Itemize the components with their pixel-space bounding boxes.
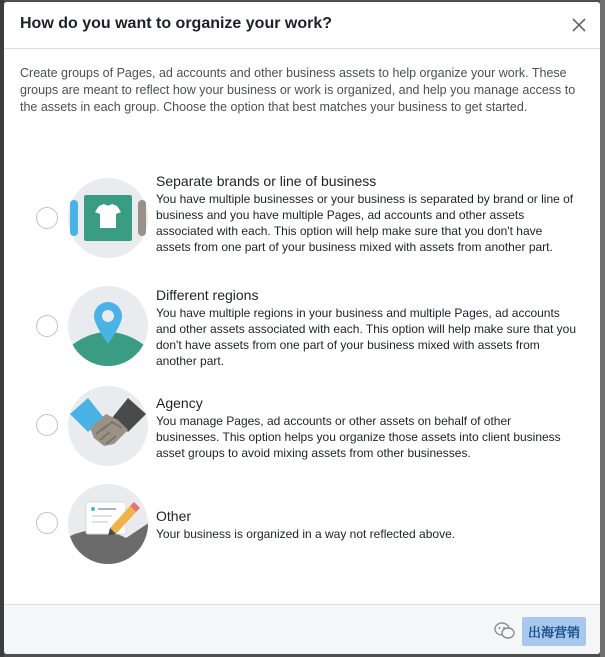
option-description: You have multiple businesses or your business is separated by brand or line of business and you have multiple Pages, ad accounts and other assets associated with each. This option will help make sure that you don't have assets from one part of your business mixed with assets from another part. bbox=[156, 192, 574, 254]
watermark bbox=[494, 617, 586, 645]
shirt-icon bbox=[66, 176, 150, 260]
option-text-other bbox=[156, 508, 576, 542]
option-text-separate-brands bbox=[156, 173, 576, 255]
option-description: You manage Pages, ad accounts or other assets on behalf of other businesses. This option helps you organize those assets into client business asset groups to avoid mixing assets from other businesses. bbox=[156, 414, 561, 460]
map-pin-icon bbox=[66, 284, 150, 368]
radio-agency[interactable] bbox=[36, 414, 58, 436]
pencil-note-icon bbox=[66, 482, 150, 566]
option-separate-brands[interactable] bbox=[4, 170, 600, 266]
option-title: Other bbox=[156, 508, 192, 524]
option-text-different-regions bbox=[156, 287, 576, 369]
dialog-footer bbox=[4, 604, 600, 654]
wechat-icon bbox=[494, 621, 516, 641]
option-text-agency bbox=[156, 395, 576, 461]
dialog-header bbox=[4, 2, 600, 49]
option-other[interactable] bbox=[4, 484, 600, 570]
close-icon[interactable] bbox=[568, 14, 590, 36]
handshake-icon bbox=[66, 384, 150, 468]
backdrop-right bbox=[600, 0, 605, 657]
option-title: Separate brands or line of business bbox=[156, 173, 377, 189]
radio-separate-brands[interactable] bbox=[36, 207, 58, 229]
dialog-intro: Create groups of Pages, ad accounts and other business assets to help organize your work. These groups are meant to reflect how your business or work is organized, and help you manage access to the assets in each group. Choose the option that best matches your business to get started. bbox=[20, 66, 576, 114]
organize-work-dialog bbox=[4, 2, 600, 654]
option-different-regions[interactable] bbox=[4, 284, 600, 372]
option-title: Different regions bbox=[156, 287, 259, 303]
option-description: You have multiple regions in your business and multiple Pages, ad accounts and other assets associated with each. This option will help make sure that you don't have assets from one part of your business mixed with assets from another part. bbox=[156, 306, 577, 368]
radio-other[interactable] bbox=[36, 512, 58, 534]
radio-different-regions[interactable] bbox=[36, 315, 58, 337]
option-description: Your business is organized in a way not reflected above. bbox=[156, 527, 456, 541]
option-title: Agency bbox=[156, 395, 203, 411]
option-agency[interactable] bbox=[4, 386, 600, 472]
dialog-title: How do you want to organize your work? bbox=[20, 15, 333, 32]
watermark-text: 出海营销 bbox=[522, 617, 586, 646]
